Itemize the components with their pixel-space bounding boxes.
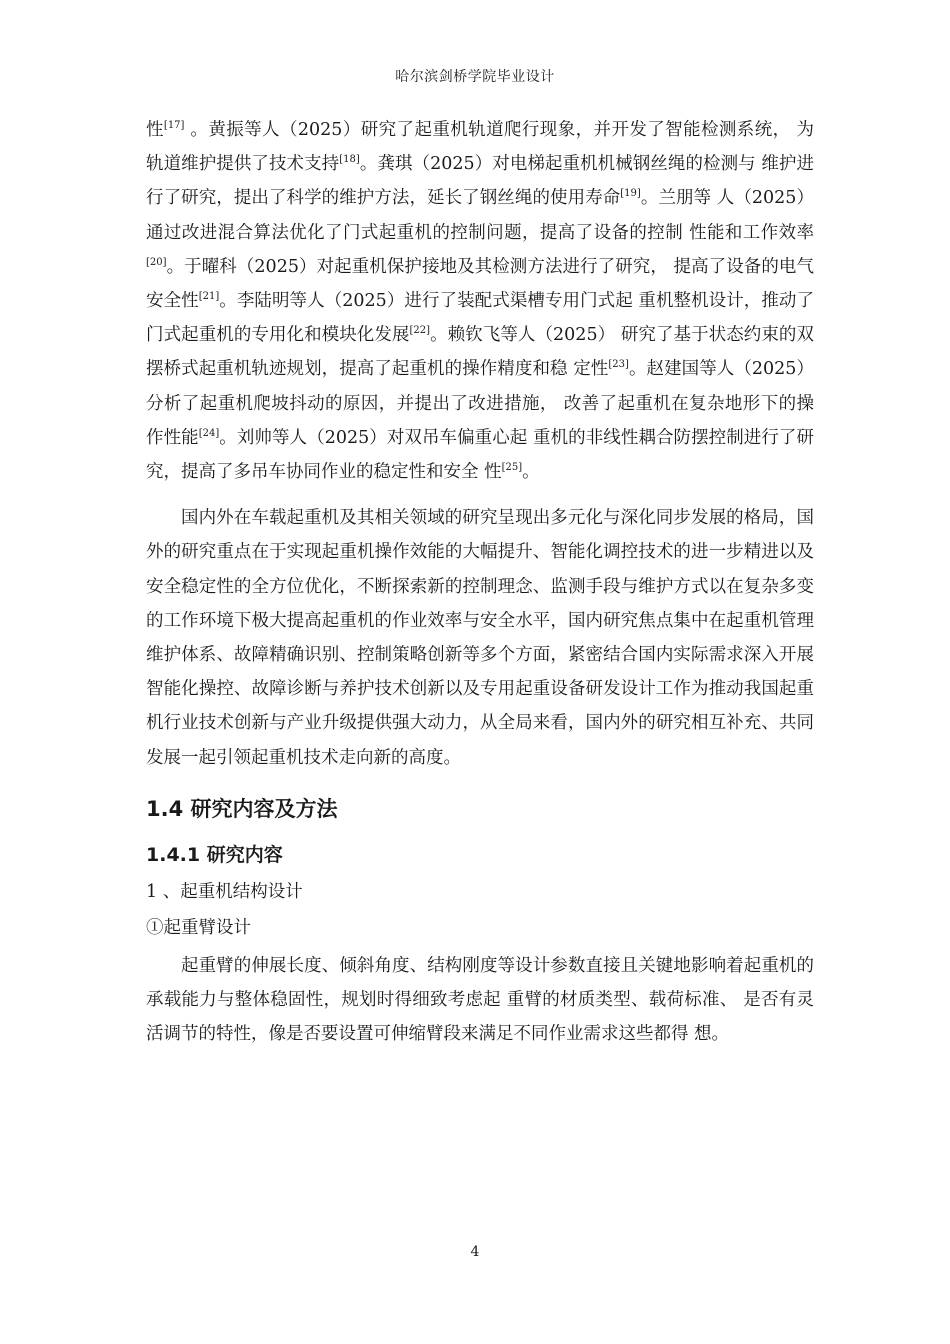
- para1-text-5: 。李陆明等人（2025）进行了装配式渠槽专用门式起 重机整机设计，推动了门式起重机的专用化和模块化发展: [146, 291, 814, 346]
- citation-20: [20]: [146, 256, 167, 268]
- para1-text-8: 。刘帅等人（2025）对双吊车偏重心起 重机的非线性耦合防摆控制进行了研究，提高了多吊车协同作业的稳定性和安全 性: [146, 427, 814, 483]
- para1-text-4: 。于曜科（2025）对起重机保护接地及其检测方法进行了研究， 提高了设备的电气安全性: [146, 256, 814, 312]
- citation-17: [17]: [163, 120, 185, 131]
- page-content: [146, 113, 814, 1051]
- paragraph-boom-design: 起重臂的伸展长度、倾斜角度、结构刚度等设计参数直接且关键地影响着起重机的承载能力与整体稳固性，规划时得细致考虑起 重臂的材质类型、载荷标准、 是否有灵活调节的特性，像是否要设置可伸缩臂段来满足不同作业需求这些都得 想。: [146, 955, 814, 1045]
- subsection-heading-1-4-1: 1.4.1 研究内容: [146, 843, 283, 866]
- list-item-structure-design: 1 、起重机结构设计: [146, 881, 303, 902]
- para1-text-7: 。赵建国等人（2025）分析了起重机爬坡抖动的原因，并提出了改进措施， 改善了起重机在复杂地形下的操作性能: [146, 359, 815, 448]
- page-header: 哈尔滨剑桥学院毕业设计: [395, 69, 555, 85]
- list-subitem-boom-design: ①起重臂设计: [146, 917, 251, 938]
- page-number: 4: [470, 1244, 480, 1260]
- para1-text-3: 。兰朋等 人（2025）通过改进混合算法优化了门式起重机的控制问题，提高了设备的控制 性能和工作效率: [146, 188, 815, 243]
- citation-25: [25]: [501, 462, 523, 474]
- citation-22: [22]: [409, 325, 431, 337]
- citation-23: [23]: [608, 359, 629, 371]
- para1-text-2: 。龚琪（2025）对电梯起重机机械钢丝绳的检测与 维护进行了研究，提出了科学的维护方法，延长了钢丝绳的使用寿命: [146, 154, 815, 209]
- section-heading-1-4: 1.4 研究内容及方法: [146, 796, 338, 821]
- para1-text-6: 。赖钦飞等人（2025） 研究了基于状态约束的双摆桥式起重机轨迹规划，提高了起重机的操作精度和稳 定性: [146, 325, 814, 380]
- para1-text-1: 。黄振等人（2025）研究了起重机轨道爬行现象，并开发了智能检测系统， 为轨道维护提供了技术支持: [146, 120, 815, 175]
- citation-24: [24]: [198, 427, 220, 439]
- citation-21: [21]: [198, 291, 220, 303]
- para1-text-9: 。: [522, 462, 540, 483]
- citation-19: [19]: [620, 188, 641, 200]
- citation-18: [18]: [339, 154, 360, 166]
- paragraph-summary: 国内外在车载起重机及其相关领域的研究呈现出多元化与深化同步发展的格局，国外的研究重点在于实现起重机操作效能的大幅提升、智能化调控技术的进一步精进以及安全稳定性的全方位优化，不断探索新的控制理念、监测手段与维护方式以在复杂多变的工作环境下极大提高起重机的作业效率与安全水平，国内研究焦点集中在起重机管理维护体系、故障精确识别、控制策略创新等多个方面，紧密结合国内实际需求深入开展智能化操控、故障诊断与养护技术创新以及专用起重设备研发设计工作为推动我国起重机行业技术创新与产业升级提供强大动力，从全局来看，国内外的研究相互补充、共同发展一起引领起重机技术走向新的高度。: [146, 508, 814, 768]
- para1-text-0: 性: [146, 120, 164, 140]
- paragraph-references: [146, 113, 814, 489]
